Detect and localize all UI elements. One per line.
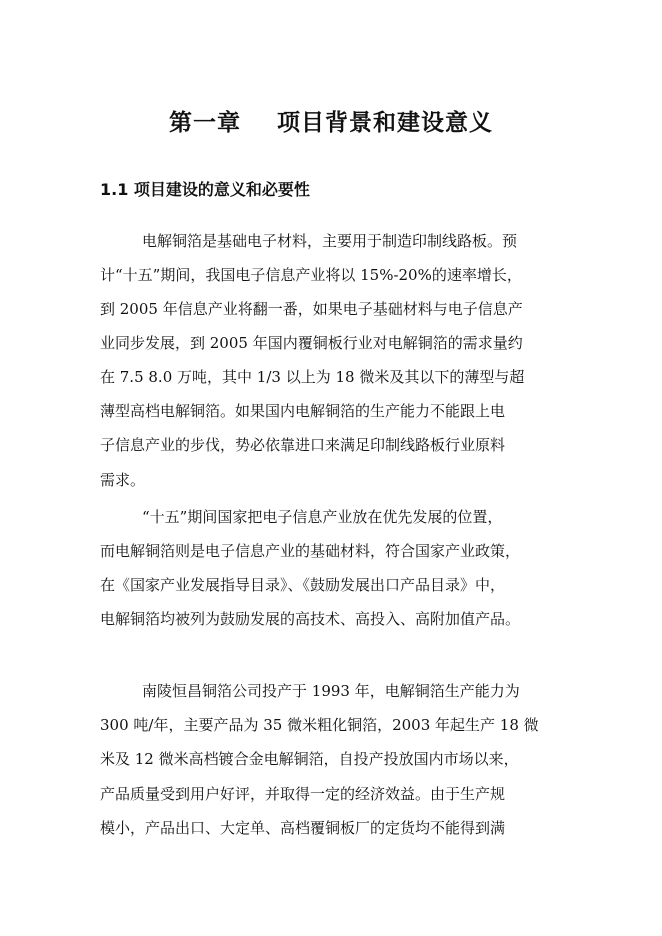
paragraph-line: 在 7.5 8.0 万吨，其中 1/3 以上为 18 微米及其以下的薄型与超 [100,368,525,386]
paragraph-line: 需求。 [100,471,146,489]
chapter-title: 第一章 项目背景和建设意义 [168,110,494,136]
paragraph-line: 模小，产品出口、大定单、高档覆铜板厂的定货均不能得到满 [100,819,506,837]
section-title: 1.1 项目建设的意义和必要性 [100,180,310,199]
paragraph-line: 薄型高档电解铜箔。如果国内电解铜箔的生产能力不能跟上电 [100,402,506,420]
paragraph-line: 电解铜箔均被列为鼓励发展的高技术、高投入、高附加值产品。 [100,610,521,628]
paragraph-line: 电解铜箔是基础电子材料，主要用于制造印制线路板。预 [142,232,518,250]
paragraph-line: 在《国家产业发展指导目录》、《鼓励发展出口产品目录》中， [100,576,506,594]
paragraph-line: 计“十五”期间，我国电子信息产业将以 15%-20%的速率增长， [100,266,522,284]
paragraph-line: 子信息产业的步伐，势必依靠进口来满足印制线路板行业原料 [100,436,506,454]
paragraph-line: 米及 12 微米高档镀合金电解铜箔，自投产投放国内市场以来， [100,750,519,768]
paragraph-line: 产品质量受到用户好评，并取得一定的经济效益。由于生产规 [100,785,506,803]
paragraph-line: 业同步发展，到 2005 年国内覆铜板行业对电解铜箔的需求量约 [100,334,523,352]
paragraph-line: 到 2005 年信息产业将翻一番，如果电子基础材料与电子信息产 [100,300,523,318]
paragraph-line: “十五”期间国家把电子信息产业放在优先发展的位置， [142,508,503,526]
paragraph-line: 南陵恒昌铜箔公司投产于 1993 年，电解铜箔生产能力为 [142,682,520,700]
paragraph-line: 而电解铜箔则是电子信息产业的基础材料，符合国家产业政策， [100,542,521,560]
paragraph-line: 300 吨/年，主要产品为 35 微米粗化铜箔，2003 年起生产 18 微 [100,716,539,734]
